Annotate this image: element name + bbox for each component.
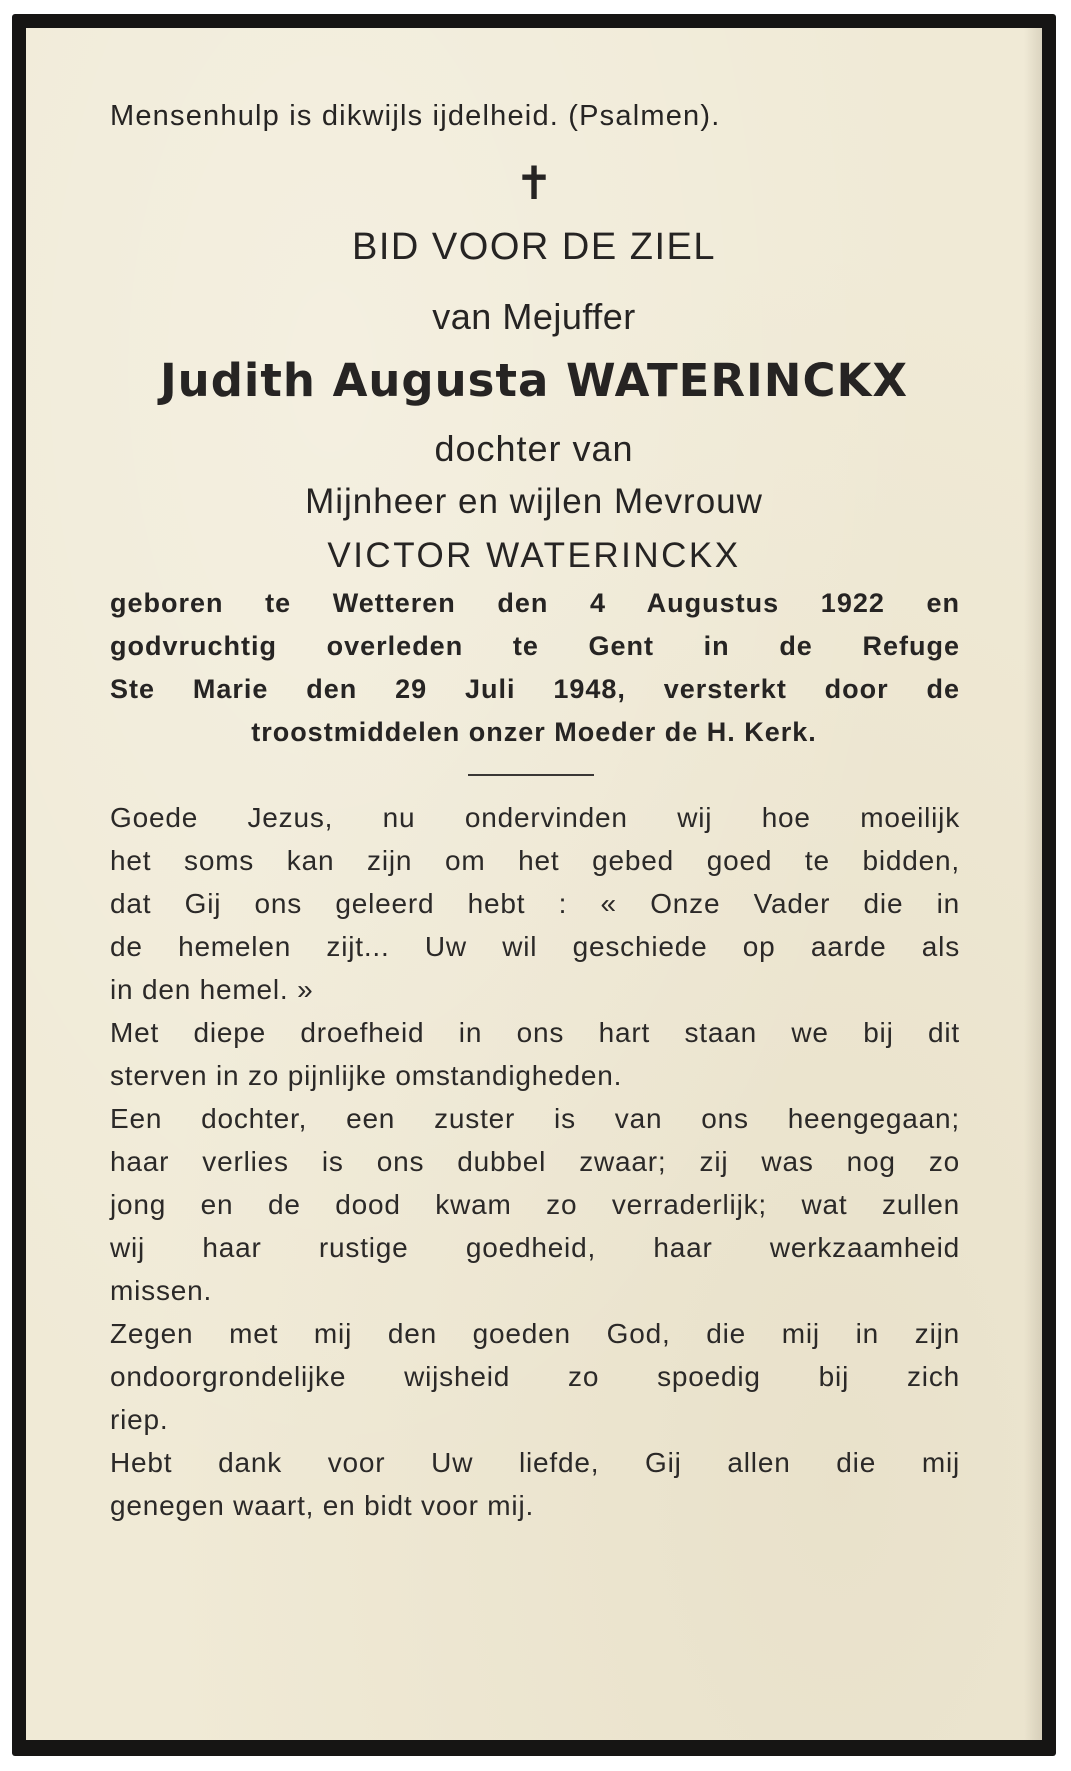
prayer-line: Hebt dank voor Uw liefde, Gij allen die mij xyxy=(110,1447,960,1478)
prayer-line: wij haar rustige goedheid, haar werkzaamheid xyxy=(110,1232,960,1263)
prayer-line: het soms kan zijn om het gebed goed te bidden, xyxy=(110,845,960,876)
prayer-line: missen. xyxy=(110,1275,213,1306)
memorial-card xyxy=(26,28,1042,1740)
prayer-line: genegen waart, en bidt voor mij. xyxy=(110,1490,535,1521)
bio-line: troostmiddelen onzer Moeder de H. Kerk. xyxy=(251,717,817,747)
epigraph: Mensenhulp is dikwijls ijdelheid. (Psalmen). xyxy=(110,100,721,132)
prayer-line: sterven in zo pijnlijke omstandigheden. xyxy=(110,1060,623,1091)
prayer-line: in den hemel. » xyxy=(110,974,314,1005)
prayer-line: Met diepe droefheid in ons hart staan we bij dit xyxy=(110,1017,960,1048)
bio-line: geboren te Wetteren den 4 Augustus 1922 en xyxy=(110,588,960,618)
prayer-line: jong en de dood kwam zo verraderlijk; wat zullen xyxy=(110,1189,960,1220)
prayer-line: de hemelen zijt... Uw wil geschiede op aarde als xyxy=(110,931,960,962)
paper-edge-shadow xyxy=(1024,28,1042,1740)
prayer-line: ondoorgrondelijke wijsheid zo spoedig bij zich xyxy=(110,1361,960,1392)
cross-icon: ✝ xyxy=(514,156,554,210)
prayer-line: Een dochter, een zuster is van ons heengegaan; xyxy=(110,1103,960,1134)
prayer-line: Goede Jezus, nu ondervinden wij hoe moeilijk xyxy=(110,802,960,833)
prayer-line: riep. xyxy=(110,1404,169,1435)
father-name: VICTOR WATERINCKX xyxy=(327,536,741,575)
parents-line: Mijnheer en wijlen Mevrouw xyxy=(305,482,763,521)
bio-line: godvruchtig overleden te Gent in de Refuge xyxy=(110,631,960,661)
deceased-name: Judith Augusta WATERINCKX xyxy=(159,354,909,407)
relation-text: dochter van xyxy=(434,428,634,469)
bio-line: Ste Marie den 29 Juli 1948, versterkt door de xyxy=(110,674,960,704)
prayer-line: Zegen met mij den goeden God, die mij in zijn xyxy=(110,1318,960,1349)
heading: BID VOOR DE ZIEL xyxy=(352,226,716,268)
prayer-line: dat Gij ons geleerd hebt : « Onze Vader die in xyxy=(110,888,960,919)
prayer-line: haar verlies is ons dubbel zwaar; zij was nog zo xyxy=(110,1146,960,1177)
title-prefix: van Mejuffer xyxy=(432,296,636,337)
divider xyxy=(468,774,594,776)
